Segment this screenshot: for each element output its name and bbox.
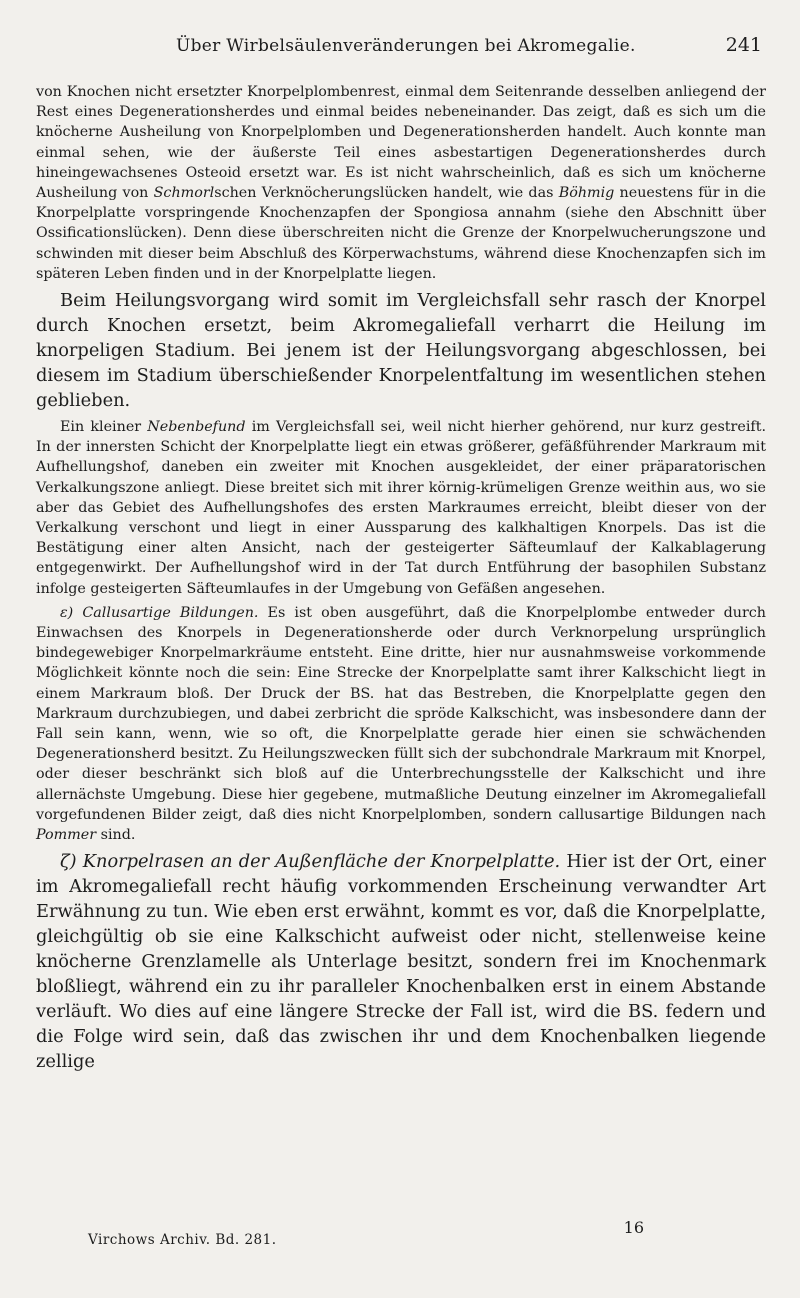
running-title: Über Wirbelsäulenveränderungen bei Akromegalie.	[176, 36, 636, 56]
section-heading: ζ) Knorpelrasen an der Außenfläche der Knorpelplatte.	[60, 851, 561, 873]
paragraph-text: neuestens für in die Knorpelplatte vorspringende Knochenzapfen der Spongiosa annahm (siehe den Abschnitt über Ossificationslücken). Denn diese überschreiten nicht die Grenze der Knorpelwucherungszone und schwinden mit dieser beim Abschluß des Körperwachstums, während diese Knochenzapfen sich im späteren Leben finden und in der Knorpelplatte liegen.	[36, 185, 767, 282]
page-number: 241	[725, 34, 762, 56]
paragraph-text: schen Verknöcherungslücken handelt, wie das	[214, 185, 559, 202]
page-header	[36, 34, 762, 64]
paragraph-healing: Beim Heilungsvorgang wird somit im Vergleichsfall sehr rasch der Knorpel durch Knochen ersetzt, beim Akromegaliefall verharrt die Heilung im knorpeligen Stadium. Bei jenem ist der Heilungsvorgang abgeschlossen, bei diesem im Stadium überschießender Knorpelentfaltung im wesentlichen stehen geblieben.	[36, 290, 766, 412]
paragraph-text: Ein kleiner	[60, 419, 148, 436]
emphasis-term: Nebenbefund	[147, 419, 246, 436]
sheet-number: 16	[623, 1218, 644, 1237]
paragraph-text: Es ist oben ausgeführt, daß die Knorpelplombe entweder durch Einwachsen des Knorpels in Degenerationsherde oder durch Verknorpelung ursprünglich bindegewebiger Knorpelmarkräume entsteht. Eine dritte, hier nur ausnahmsweise vorkommende Möglichkeit könnte noch die sein: Eine Strecke der Knorpelplatte samt ihrer Kalkschicht liegt in einem Markraum bloß. Der Druck der BS. hat das Bestreben, die Knorpelplatte gegen den Markraum durchzubiegen, und dabei zerbricht die spröde Kalkschicht, was insbesondere dann der Fall sein kann, wenn, wie so oft, die Knorpelplatte gerade hier einen sie schwächenden Degenerationsherd besitzt. Zu Heilungszwecken füllt sich der subchondrale Markraum mit Knorpel, oder dieser beschränkt sich bloß auf die Unterbrechungsstelle der Kalkschicht und ihre allernächste Umgebung. Diese hier gegebene, mutmaßliche Deutung einzelner im Akromegaliefall vorgefundenen Bilder zeigt, daß dies nicht Knorpelplomben, sondern callusartige Bildungen nach	[36, 604, 766, 823]
author-name: Pommer	[36, 827, 97, 844]
section-heading: ε) Callusartige Bildungen.	[60, 604, 259, 621]
journal-signature: Virchows Archiv. Bd. 281.	[88, 1232, 277, 1248]
paragraph-side-finding	[36, 417, 766, 599]
paragraph-continuation	[36, 82, 766, 284]
paragraph-text: von Knochen nicht ersetzter Knorpelplombenrest, einmal dem Seitenrande desselben anliegend der Rest eines Degenerationsherdes und einmal beides nebeneinander. Das zeigt, daß es sich um die knöcherne Ausheilung von Knorpelplomben und Degenerationsherden handelt. Auch konnte man einmal sehen, wie der äußerste Teil eines asbestartigen Degenerationsherdes durch hineingewachsenes Osteoid ersetzt war. Es ist nicht wahrscheinlich, daß es sich um knöcherne Ausheilung von	[36, 84, 766, 202]
page-body	[36, 82, 766, 1074]
paragraph-text: im Vergleichsfall sei, weil nicht hierher gehörend, nur kurz gestreift. In der innersten Schicht der Knorpelplatte liegt ein etwas größerer, gefäßführender Markraum mit Aufhellungshof, daneben ein zweiter mit Knochen ausgekleidet, der einer präparatorischen Verkalkungszone anliegt. Diese breitet sich mit ihrer körnig-krümeligen Grenze weithin aus, wo sie aber das Gebiet des Aufhellungshofes des ersten Markraumes erreicht, bleibt dieser von der Verkalkung verschont und liegt in einer Aussparung des kalkhaltigen Knorpels. Das ist die Bestätigung einer alten Ansicht, nach der gesteigerter Säfteumlauf der Kalkablagerung entgegenwirkt. Der Aufhellungshof wird in der Tat durch Entführung der basophilen Substanz infolge gesteigerten Säfteumlaufes in der Umgebung von Gefäßen angesehen.	[36, 419, 766, 597]
paragraph-text: sind.	[96, 827, 136, 844]
section-zeta	[36, 849, 766, 1074]
page-footer	[36, 1218, 762, 1258]
author-name: Böhmig	[558, 185, 615, 202]
author-name: Schmorl	[153, 185, 215, 202]
section-epsilon	[36, 603, 766, 845]
paragraph-text: Hier ist der Ort, einer im Akromegaliefall recht häufig vorkommenden Erscheinung verwandter Art Erwähnung zu tun. Wie eben erst erwähnt, kommt es vor, daß die Knorpelplatte, gleichgültig ob sie eine Kalkschicht aufweist oder nicht, stellenweise keine knöcherne Grenzlamelle als Unterlage besitzt, sondern frei im Knochenmark bloßliegt, während ein zu ihr paralleler Knochenbalken erst in einem Abstande verläuft. Wo dies auf eine längere Strecke der Fall ist, wird die BS. federn und die Folge wird sein, daß das zwischen ihr und dem Knochenbalken liegende zellige	[36, 851, 766, 1073]
